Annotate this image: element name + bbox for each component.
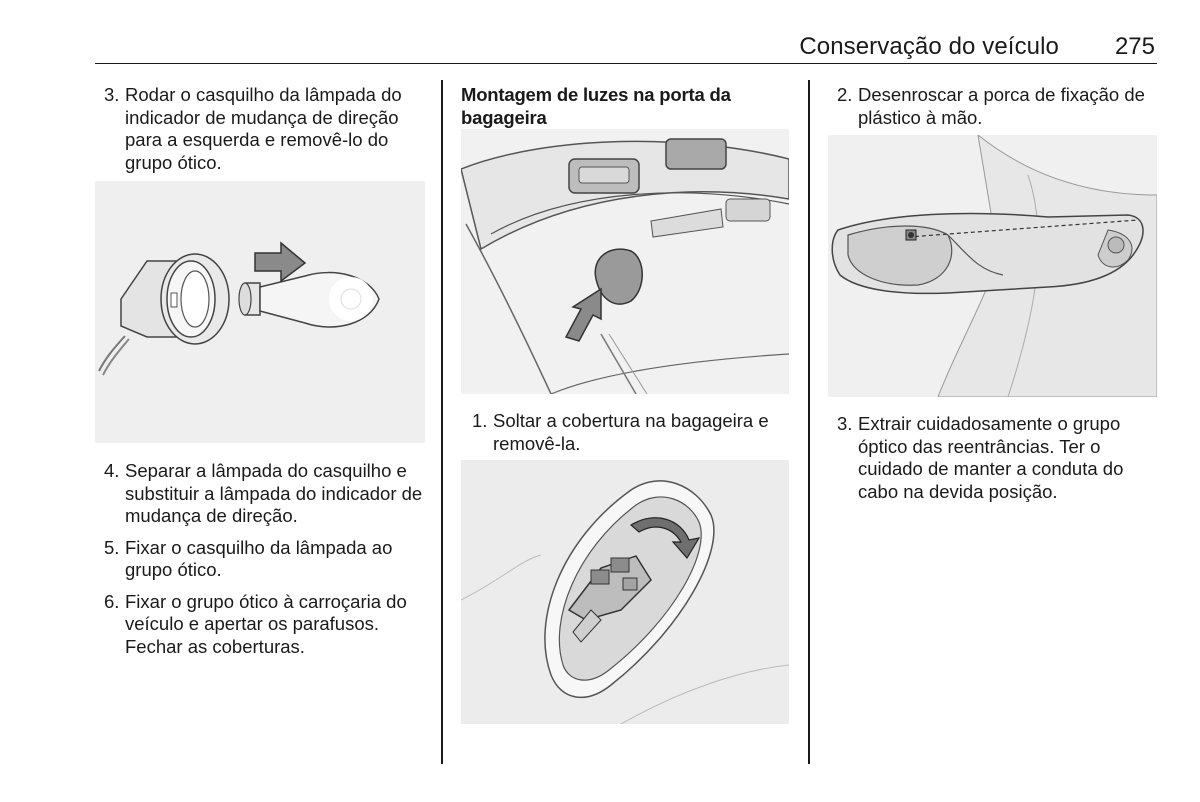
step-number: 4. (104, 460, 120, 481)
column-divider-left (441, 80, 443, 764)
step-text: Desenroscar a porca de fixação de plástico à mão. (858, 84, 1145, 128)
step-number: 6. (104, 590, 120, 612)
chapter-title: Conservação do veículo (799, 33, 1059, 60)
column-1-steps (104, 460, 424, 658)
step-number: 1. (472, 410, 488, 431)
column-3-intro (837, 84, 1157, 129)
step-1 (472, 410, 790, 455)
column-2-steps (472, 410, 790, 455)
step-number: 3. (104, 84, 120, 105)
figure-tailgate-cover (461, 129, 789, 394)
step-6 (104, 591, 424, 659)
column-2-heading (461, 84, 791, 129)
tailgate-cover-illustration (461, 129, 789, 394)
section-title: Montagem de luzes na porta da bagageira (461, 84, 731, 128)
step-2 (837, 84, 1157, 129)
step-number: 5. (104, 536, 120, 558)
step-number: 2. (837, 84, 853, 105)
figure-plastic-nut-removal (828, 135, 1157, 397)
column-divider-right (808, 80, 810, 764)
step-text: Rodar o casquilho da lâmpada do indicador de mudança de direção para a esquerda e removê-lo do grupo ótico. (125, 84, 402, 173)
header-rule (95, 63, 1157, 65)
figure-bulb-socket-removal (95, 181, 425, 443)
step-text: Extrair cuidadosamente o grupo óptico das reentrâncias. Ter o cuidado de manter a conduta do cabo na devida posição. (858, 413, 1124, 502)
lamp-socket-illustration (461, 460, 789, 724)
column-1-intro (104, 84, 424, 174)
bulb-socket-illustration (95, 181, 425, 443)
step-3-col3 (837, 413, 1157, 503)
column-3-steps (837, 413, 1157, 503)
step-5 (104, 537, 424, 582)
step-text: Fixar o casquilho da lâmpada ao grupo ótico. (125, 536, 393, 580)
step-text: Soltar a cobertura na bagageira e removê-la. (493, 410, 769, 454)
step-text: Separar a lâmpada do casquilho e substituir a lâmpada do indicador de mudança de direção. (125, 460, 423, 526)
figure-lamp-socket-tailgate (461, 460, 789, 724)
step-text: Fixar o grupo ótico à carroçaria do veículo e apertar os parafusos. Fechar as coberturas. (125, 590, 407, 657)
step-3-col1 (104, 84, 424, 174)
step-number: 3. (837, 413, 853, 434)
page-number: 275 (1114, 33, 1155, 60)
tail-light-cluster-illustration (828, 135, 1157, 397)
step-4 (104, 460, 424, 528)
page-header (95, 28, 1157, 64)
